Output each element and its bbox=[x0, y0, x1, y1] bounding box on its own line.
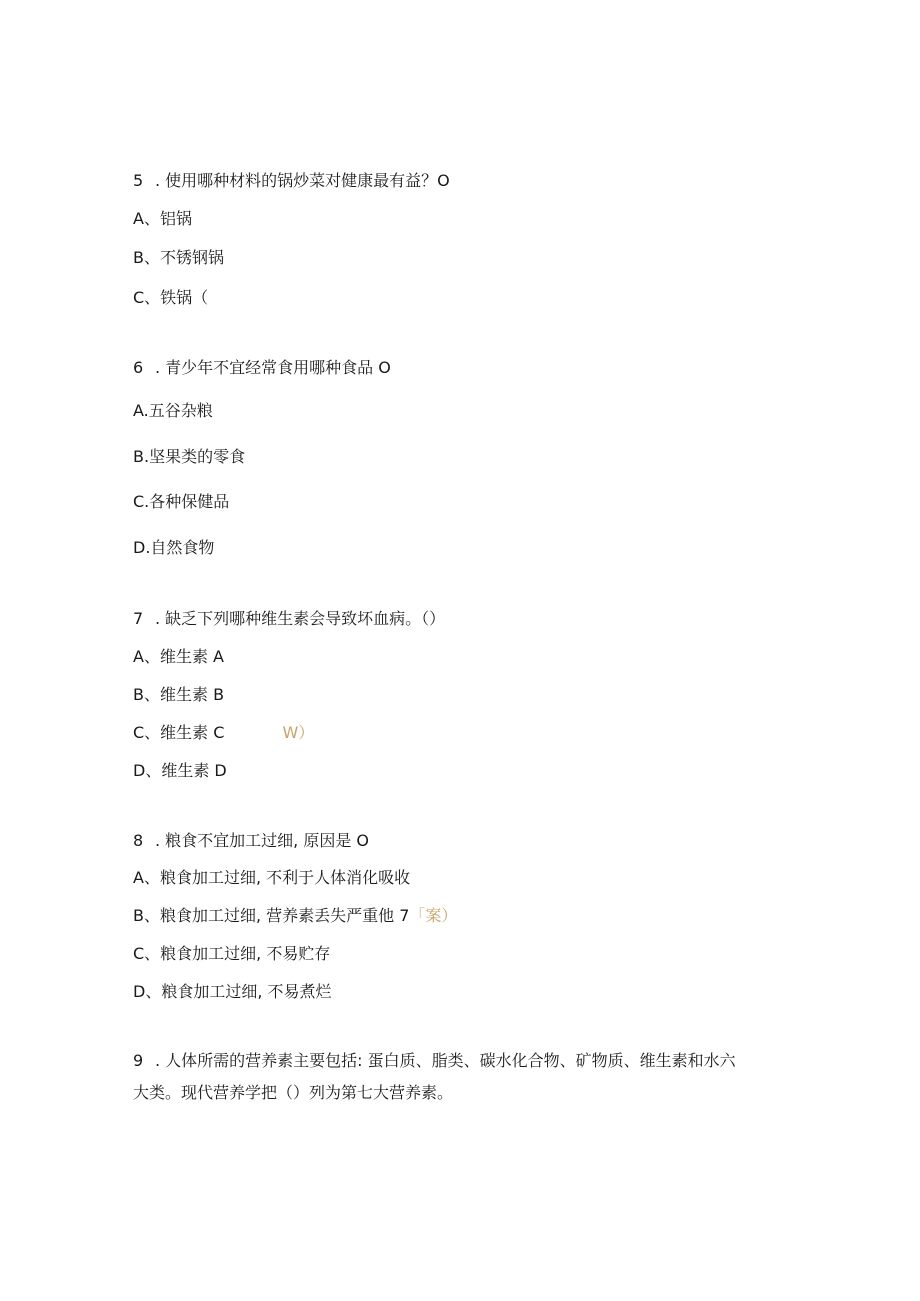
option-text: B、粮食加工过细, 营养素丢失严重他 7 bbox=[133, 906, 410, 925]
question-6-option-a: A.五谷杂粮 bbox=[133, 401, 213, 420]
question-8-option-c: C、粮食加工过细, 不易贮存 bbox=[133, 944, 331, 963]
question-7-stem bbox=[133, 608, 445, 630]
question-7-option-d: D、维生素 D bbox=[133, 761, 227, 780]
question-number: 5 bbox=[133, 171, 144, 190]
handwritten-annotation: W） bbox=[282, 723, 315, 742]
question-text: . 使用哪种材料的锅炒菜对健康最有益？O bbox=[155, 171, 450, 190]
question-9-stem-line-1 bbox=[133, 1050, 736, 1072]
option-text: C、维生素 C bbox=[133, 723, 225, 742]
question-7-option-c bbox=[133, 722, 314, 744]
question-8-stem bbox=[133, 830, 369, 852]
question-text: . 缺乏下列哪种维生素会导致坏血病。（） bbox=[155, 609, 446, 628]
question-6-option-d: D.自然食物 bbox=[133, 538, 215, 557]
question-number: 8 bbox=[133, 831, 144, 850]
question-number: 7 bbox=[133, 609, 144, 628]
question-text: . 粮食不宜加工过细, 原因是 O bbox=[155, 831, 370, 850]
question-5-option-a: A、铝锅 bbox=[133, 209, 192, 228]
question-5-stem bbox=[133, 170, 450, 192]
question-8-option-d: D、粮食加工过细, 不易煮烂 bbox=[133, 982, 332, 1001]
question-text: . 青少年不宜经常食用哪种食品 O bbox=[155, 358, 391, 377]
question-8-option-a: A、粮食加工过细, 不利于人体消化吸收 bbox=[133, 868, 411, 887]
question-6-stem bbox=[133, 357, 391, 379]
question-5-option-c: C、铁锅（ bbox=[133, 288, 209, 307]
handwritten-annotation: 「案） bbox=[409, 906, 458, 925]
question-7-option-b: B、维生素 B bbox=[133, 685, 225, 704]
question-8-option-b bbox=[133, 905, 457, 927]
question-7-option-a: A、维生素 A bbox=[133, 647, 224, 666]
question-9-stem-line-2: 大类。现代营养学把（）列为第七大营养素。 bbox=[133, 1083, 454, 1102]
question-6-option-c: C.各种保健品 bbox=[133, 492, 230, 511]
question-text: . 人体所需的营养素主要包括: 蛋白质、脂类、碳水化合物、矿物质、维生素和水六 bbox=[155, 1051, 736, 1070]
question-6-option-b: B.坚果类的零食 bbox=[133, 447, 246, 466]
question-number: 6 bbox=[133, 358, 144, 377]
question-5-option-b: B、不锈钢锅 bbox=[133, 248, 224, 267]
question-number: 9 bbox=[133, 1051, 144, 1070]
